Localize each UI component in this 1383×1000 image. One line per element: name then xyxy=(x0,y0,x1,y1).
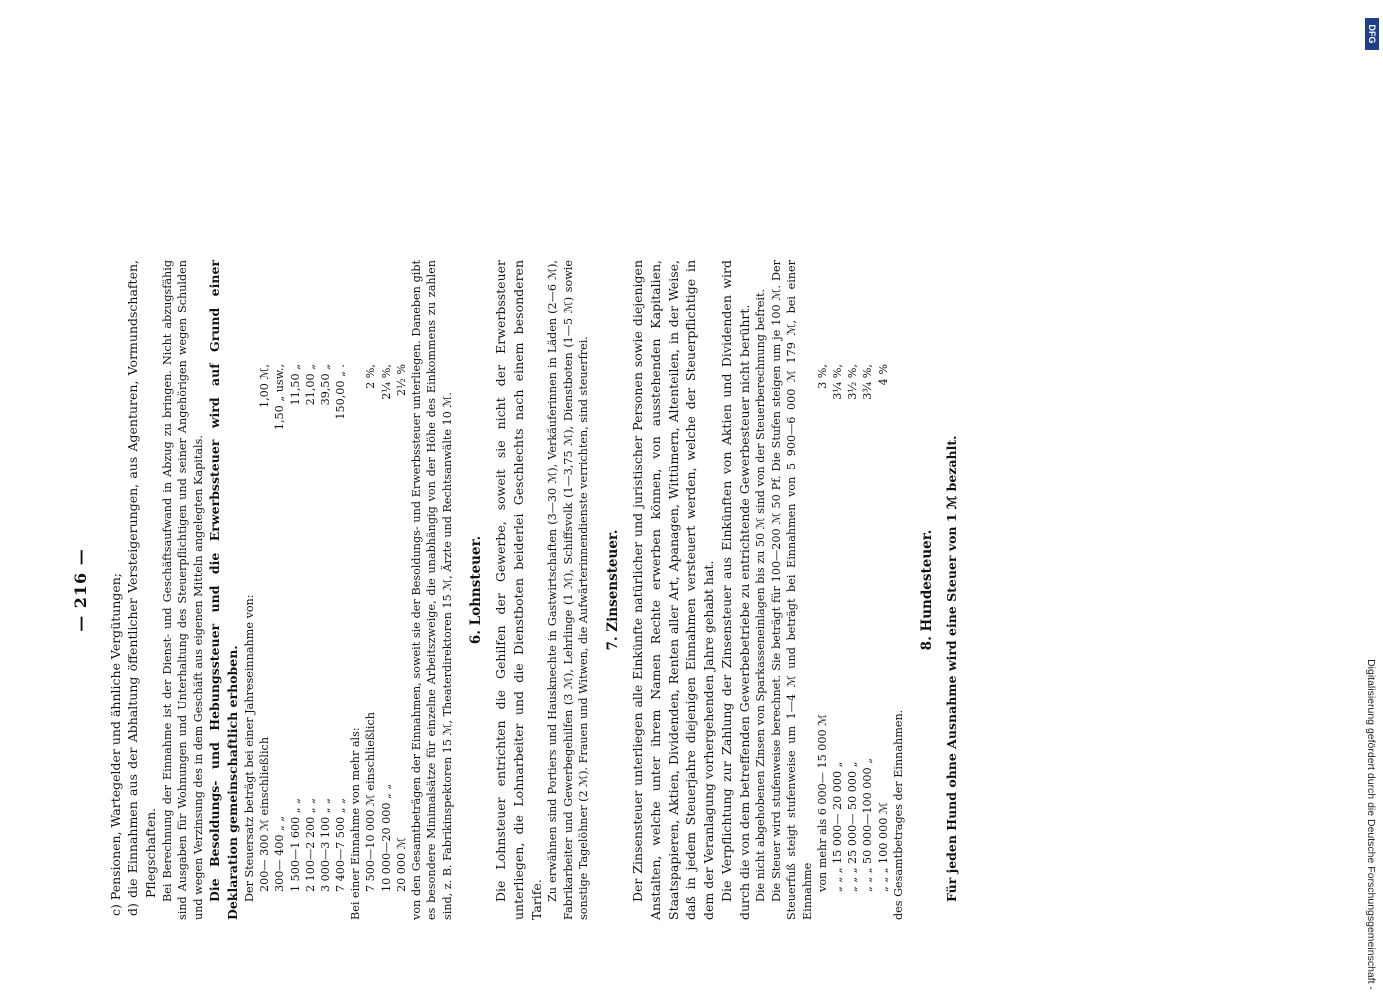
value-cell: 21,00 „ xyxy=(303,364,317,406)
value-cell: 4 % xyxy=(876,364,890,386)
paragraph-zinsensteuer-obligation: Die Verpflichtung zur Zahlung der Zinsensteuer aus Einkünften von Aktien und Dividenden wird durch die von dem betreffenden Gewerbebetriebe zu entrichtende Gewerbesteuer nicht berührt. xyxy=(718,260,752,920)
paragraph-lohnsteuer-examples: Zu erwähnen sind Portiers und Hausknechte in Gastwirtschaften (3—30 ℳ), Verkäuferinnen in Läden (2—6 ℳ), Fabrikarbeiter und Gewerbegehilfen (3 ℳ), Lehrlinge (1 ℳ), Schiffsvolk (1—3,75 ℳ), Dienstboten (1—5 ℳ) sowie sonstige Tagelöhner (2 ℳ). Frauen und Witwen, die Aufwärterinnendienste verrichten, sind steuerfrei. xyxy=(546,260,591,920)
dfg-logo xyxy=(1365,18,1379,50)
paragraph-more-than: Bei einer Einnahme von mehr als: xyxy=(348,727,362,920)
range-cell: 200— 300 ℳ einschließlich xyxy=(258,736,272,892)
range-cell: 2 100—2 200 „ „ xyxy=(303,798,317,892)
table-row xyxy=(379,360,394,896)
section-heading-lohnsteuer: 6. Lohnsteuer. xyxy=(468,535,485,645)
credit-text: Digitalisierung gefördert durch die Deutsche Forschungsgemeinschaft - xyxy=(1365,659,1377,990)
item-c: c) Pensionen, Wartegelder und ähnliche Vergütungen; xyxy=(107,572,123,916)
percent-table xyxy=(363,360,408,896)
value-cell: 2 %, xyxy=(364,364,378,389)
range-cell: 10 000—20 000 „ „ xyxy=(379,783,393,892)
range-cell: „ „ „ 100 000 ℳ xyxy=(876,802,890,892)
table-row xyxy=(394,360,409,896)
table-row xyxy=(257,360,272,896)
table-row xyxy=(815,360,830,896)
page-content xyxy=(70,260,961,920)
value-cell: 3¼ %, xyxy=(831,364,845,400)
range-cell: 3 000—3 100 „ „ xyxy=(318,798,332,892)
value-cell: 2¼ %, xyxy=(379,364,393,400)
section-heading-zinsensteuer: 7. Zinsensteuer. xyxy=(604,529,621,651)
paragraph-declaration: Die Besoldungs- und Hebungssteuer und die Erwerbssteuer wird auf Grund einer Deklaration gemeinschaftlich erhoben. xyxy=(207,260,241,920)
paragraph-stepwise: Die Steuer wird stufenweise berechnet. Sie beträgt für 100—200 ℳ 50 Pf. Die Stufen steigen um je 100 ℳ. Der Steuerfuß steigt stufenweise um 1—4 ℳ und beträgt bei Einnahmen von 5 900—6 000 ℳ 179 ℳ, bei einer Einnahme xyxy=(769,260,814,920)
range-cell: „ „ „ 50 000—100 000 „ xyxy=(861,757,875,892)
value-cell: 1,50 „ usw., xyxy=(273,364,287,431)
value-cell: 1,00 ℳ, xyxy=(258,364,272,408)
digitization-credit xyxy=(1361,10,1381,990)
value-cell: 150,00 „ . xyxy=(333,364,347,420)
paragraph-total: des Gesamtbetrages der Einnahmen. xyxy=(891,709,905,920)
section-heading-hundesteuer: 8. Hundesteuer. xyxy=(919,529,936,651)
table-row xyxy=(272,360,287,896)
table-row xyxy=(860,360,875,896)
range-cell: 300— 400 „ „ xyxy=(273,815,287,892)
interest-table xyxy=(815,360,891,896)
table-row xyxy=(876,360,891,896)
value-cell: 11,50 „ xyxy=(288,364,302,406)
value-cell: 3 %, xyxy=(816,364,830,389)
paragraph-savings-exempt: Die nicht abgehobenen Zinsen von Sparkasseneinlagen bis zu 50 ℳ sind von der Steuerberechnung befreit. xyxy=(754,288,768,902)
value-cell: 39,50 „ xyxy=(318,364,332,406)
paragraph-lohnsteuer: Die Lohnsteuer entrichten die Gehilfen der Gewerbe, soweit sie nicht der Erwerbssteuer unterliegen, die Lohnarbeiter und die Dienstboten beiderlei Geschlechts nach einem besonderen Tarife. xyxy=(493,260,544,920)
range-cell: „ „ „ 25 000— 50 000 „ xyxy=(846,761,860,892)
paragraph-deductions: Bei Berechnung der Einnahme ist der Dienst- und Geschäftsaufwand in Abzug zu bringen. Nicht abzugsfähig sind Ausgaben für Wohnungen und Unterhaltung des Steuerpflichtigen und seiner Angehörigen wegen Schulden und wegen Verzinsung des in dem Geschäft aus eigenen Mitteln angelegten Kapitals. xyxy=(160,260,205,920)
range-cell: 20 000 ℳ xyxy=(394,837,408,892)
page-header: — 216 — xyxy=(71,548,90,632)
range-cell: „ „ „ 15 000— 20 000 „ xyxy=(831,761,845,892)
value-cell: 2½ % xyxy=(394,364,408,397)
range-cell: 1 500—1 600 „ „ xyxy=(288,798,302,892)
table-row xyxy=(363,360,378,896)
item-d: d) die Einnahmen aus der Abhaltung öffentlicher Versteigerungen, aus Agenturen, Vormundschaften, Pflegschaften. xyxy=(125,260,159,916)
range-cell: 7 400—7 500 „ „ xyxy=(333,798,347,892)
table-row xyxy=(318,360,333,896)
table-row xyxy=(303,360,318,896)
range-cell: von mehr als 6 000— 15 000 ℳ xyxy=(816,713,830,892)
paragraph-hundesteuer: Für jeden Hund ohne Ausnahme wird eine Steuer von 1 ℳ bezahlt. xyxy=(944,435,960,902)
value-cell: 3½ %, xyxy=(846,364,860,400)
range-cell: 7 500—10 000 ℳ einschließlich xyxy=(364,712,378,892)
table-row xyxy=(845,360,860,896)
table-row xyxy=(288,360,303,896)
paragraph-zinsensteuer: Der Zinsensteuer unterliegen alle Einkünfte natürlicher und juristischer Personen sowie diejenigen Anstalten, welche unter ihrem Namen Rechte erwerben können, von ausstehenden Kapitalien, Staatspapieren, Aktien, Dividenden, Renten aller Art, Apanagen, Wittümern, Altenteilen, in der Weise, daß in jedem Steuerjahre diejenigen Einnahmen versteuert werden, welche der Steuerpflichtige in dem der Veranlagung vorhergehenden Jahre gehabt hat. xyxy=(630,260,716,920)
dfg-logo-text: DFG xyxy=(1367,24,1377,44)
paragraph-tax-rate: Der Steuersatz beträgt bei einer Jahreseinnahme von: xyxy=(242,594,256,902)
paragraph-minimum-rates: von den Gesamtbeträgen der Einnahmen, soweit sie der Besoldungs- und Erwerbssteuer unterliegen. Daneben gibt es besondere Minimalsätze für einzelne Arbeitszweige, die unabhängig von der Höhe des Einkommens zu zahlen sind, z. B. Fabrikinspektoren 15 ℳ, Theaterdirektoren 15 ℳ, Ärzte und Rechtsanwälte 10 ℳ. xyxy=(409,260,454,920)
value-cell: 3¾ %, xyxy=(861,364,875,400)
table-row xyxy=(333,360,348,896)
table-row xyxy=(830,360,845,896)
tax-rate-table xyxy=(257,360,348,896)
